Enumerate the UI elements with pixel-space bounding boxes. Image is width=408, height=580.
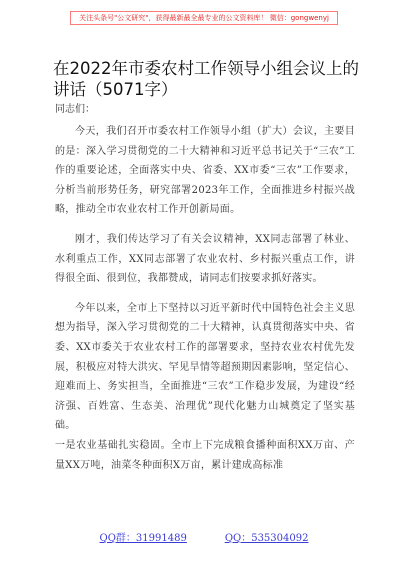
header-banner [70, 11, 338, 25]
salutation: 同志们： [55, 104, 95, 115]
qq-group-link[interactable]: QQ群：31991489 [99, 533, 187, 544]
paragraph-continued: 一是农业基础扎实稳固。全市上下完成粮食播种面积XX万亩、产量XX万吨，油菜冬种面积X万亩，累计建成高标准 [55, 439, 356, 471]
paragraph: 刚才，我们传达学习了有关会议精神，XX同志部署了林业、水利重点工作，XX同志部署了农业农村、乡村振兴重点工作，讲得很全面、很到位，我都赞成，请同志们按要求抓好落实。 [55, 233, 355, 285]
qq-contact-link[interactable]: QQ：535304092 [224, 533, 309, 544]
paragraph: 今天，我们召开市委农村工作领导小组（扩大）会议，主要目的是：深入学习贯彻党的二十大精神和习近平总书记关于“三农”工作的重要论述，全面落实中央、省委、XX市委“三农”工作要求，分析当前形势任务，研究部署2023年工作，全面推进乡村振兴战略，推动全市农业农村工作开创新局面。 [55, 126, 355, 216]
document-body [55, 122, 355, 475]
banner-text: 关注头条号"公文研究"，获得最新最全最专业的公文资料库！ 微信：gongwenyj [79, 14, 329, 22]
document-title: 在2022年市委农村工作领导小组会议上的讲话（5071字） [53, 59, 359, 99]
paragraph: 今年以来，全市上下坚持以习近平新时代中国特色社会主义思想为指导，深入学习贯彻党的二十大精神，认真贯彻落实中央、省委、XX市委关于农业农村工作的部署要求，坚持农业农村优先发展，积极应对特大洪灾、罕见旱情等超预期因素影响，坚定信心、迎难而上、务实担当，全面推进“三农”工作稳步发展，为建设“经济强、百姓富、生态美、治理优”现代化魅力山城奠定了坚实基础。 [55, 302, 355, 432]
footer-contacts [0, 529, 408, 544]
